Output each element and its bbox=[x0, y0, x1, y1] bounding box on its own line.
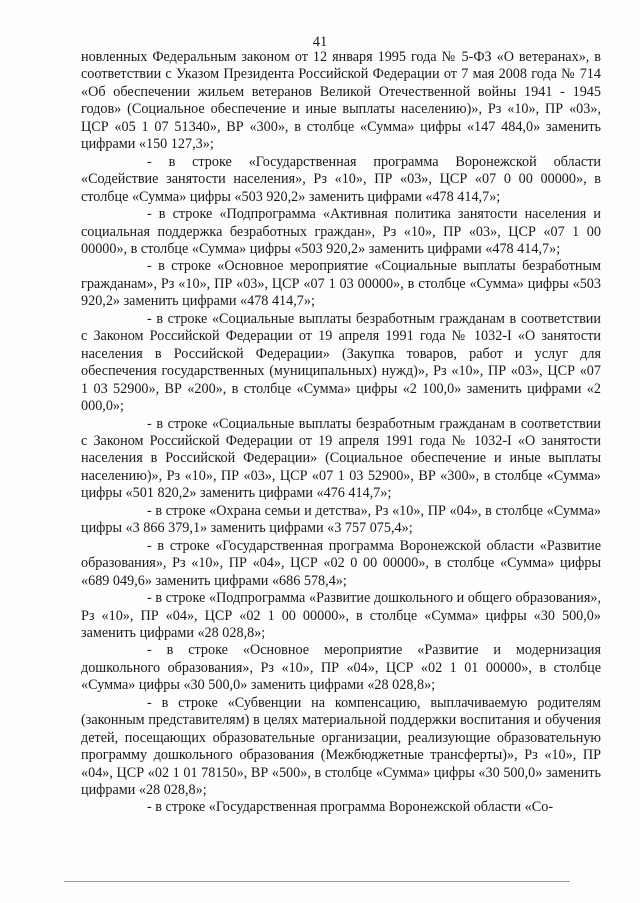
paragraph-item: - в строке «Социальные выплаты безработным гражданам в соответствии с Законом Российской Федерации от 19 апреля 1991 года № 1032-I «О занятости населения в Российской Федерации» (Социальное обеспечение и иные выплаты населению)», Рз «10», ПР «03», ЦСР «07 1 03 52900», ВР «300», в столбце «Сумма» цифры «501 820,2» заменить цифрами «476 414,7»; bbox=[81, 415, 601, 502]
paragraph-item: - в строке «Подпрограмма «Активная политика занятости населения и социальная поддержка безработных граждан», Рз «10», ПР «03», ЦСР «07 1 00 00000», в столбце «Сумма» цифры «503 920,2» заменить цифрами «478 414,7»; bbox=[81, 206, 601, 257]
paragraph-item: - в строке «Основное мероприятие «Социальные выплаты безработным гражданам», Рз «10», ПР «03», ЦСР «07 1 03 00000», в столбце «Сумма» цифры «503 920,2» заменить цифрами «478 414,7»; bbox=[81, 258, 601, 310]
paragraph-item: - в строке «Охрана семьи и детства», Рз «10», ПР «04», в столбце «Сумма» цифры «3 866 379,1» заменить цифрами «3 757 075,4»; bbox=[81, 502, 601, 537]
paragraph-item: - в строке «Подпрограмма «Развитие дошкольного и общего образования», Рз «10», ПР «04», ЦСР «02 1 00 00000», в столбце «Сумма» цифры «30 500,0» заменить цифрами «28 028,8»; bbox=[81, 590, 601, 641]
paragraph-item: - в строке «Государственная программа Воронежской области «Содействие занятости населения», Рз «10», ПР «03», ЦСР «07 0 00 00000», в столбце «Сумма» цифры «503 920,2» заменить цифрами «478 414,7»; bbox=[81, 153, 601, 205]
paragraph-item: - в строке «Социальные выплаты безработным гражданам в соответствии с Законом Российской Федерации от 19 апреля 1991 года № 1032-I «О занятости населения в Российской Федерации» (Закупка товаров, работ и услуг для обеспечения государственных (муниципальных) нужд)», Рз «10», ПР «03», ЦСР «07 1 03 52900», ВР «200», в столбце «Сумма» цифры «2 100,0» заменить цифрами «2 000,0»; bbox=[81, 310, 601, 415]
paragraph-item: - в строке «Субвенции на компенсацию, выплачиваемую родителям (законным представителям) в целях материальной поддержки воспитания и обучения детей, посещающих образовательные организации, реализующие образовательную программу дошкольного образования (Межбюджетные трансферты)», Рз «10», ПР «04», ЦСР «02 1 01 78150», ВР «500», в столбце «Сумма» цифры «30 500,0» заменить цифрами «28 028,8»; bbox=[81, 694, 601, 799]
paragraph-continuation: новленных Федеральным законом от 12 января 1995 года № 5-ФЗ «О ветеранах», в соответствии с Указом Президента Российской Федерации от 7 мая 2008 года № 714 «Об обеспечении жильем ветеранов Великой Отечественной войны 1941 - 1945 годов» (Социальное обеспечение и иные выплаты населению)», Рз «10», ПР «03», ЦСР «05 1 07 51340», ВР «300», в столбце «Сумма» цифры «147 484,0» заменить цифрами «150 127,3»; bbox=[81, 49, 601, 153]
page-bottom-divider bbox=[64, 881, 570, 882]
paragraph-item: - в строке «Государственная программа Воронежской области «Со- bbox=[147, 799, 554, 816]
paragraph-item: - в строке «Основное мероприятие «Развитие и модернизация дошкольного образования», Рз «10», ПР «04», ЦСР «02 1 01 00000», в столбце «Сумма» цифры «30 500,0» заменить цифрами «28 028,8»; bbox=[81, 642, 601, 694]
page-number: 41 bbox=[312, 34, 328, 50]
paragraph-item: - в строке «Государственная программа Воронежской области «Развитие образования», Рз «10», ПР «04», ЦСР «02 0 00 00000», в столбце «Сумма» цифры «689 049,6» заменить цифрами «686 578,4»; bbox=[81, 537, 601, 589]
body-text bbox=[81, 49, 601, 817]
